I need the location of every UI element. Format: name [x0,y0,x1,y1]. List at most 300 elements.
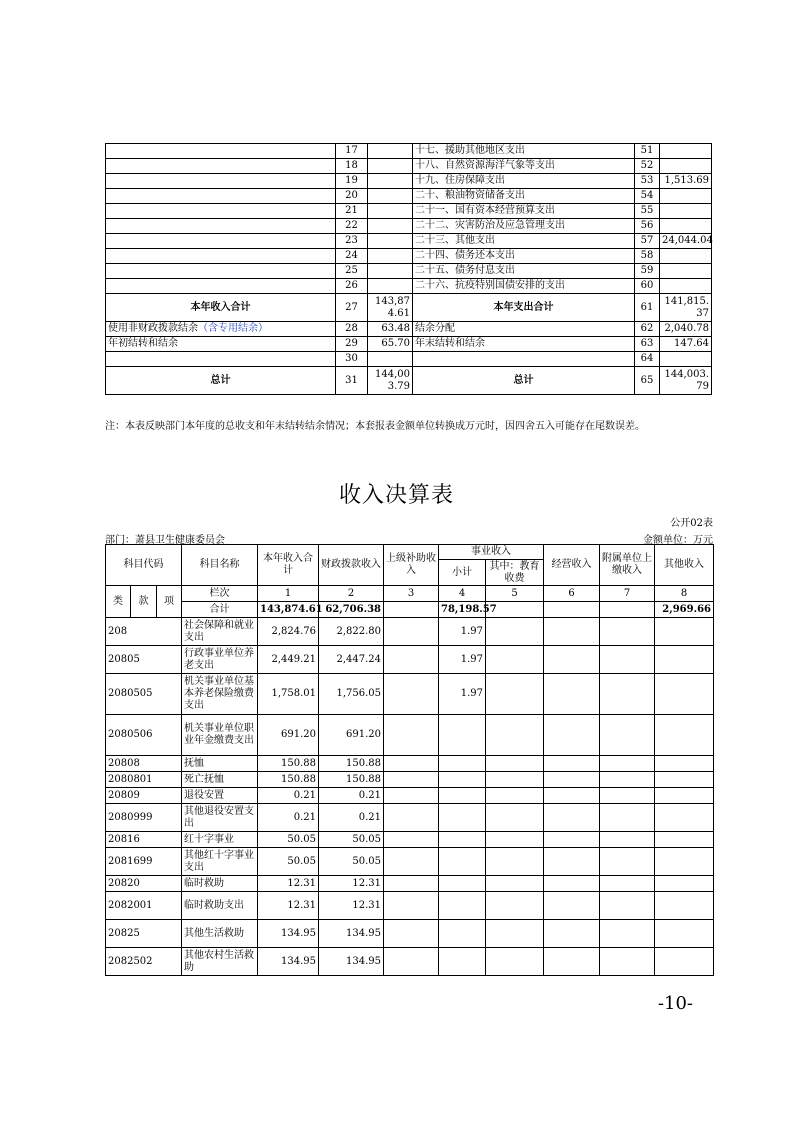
empty-cell [655,715,714,756]
end-label: 年末结转和结余 [413,337,635,352]
empty-cell [655,804,714,832]
empty-cell [384,646,439,674]
empty-cell [600,892,655,920]
begin-no: 29 [336,337,368,352]
summary-cell-left-val [368,264,413,279]
row-total: 12.31 [258,876,319,892]
empty-cell [384,892,439,920]
row-name: 其他生活救助 [182,920,258,948]
summary-cell-right-val [660,204,712,219]
empty-cell [544,876,600,892]
summary-row [106,249,712,264]
row-fiscal: 134.95 [319,948,384,976]
summary-cell-left-val [368,204,413,219]
total-label: 合计 [182,602,258,618]
row-name: 其他农村生活救助 [182,948,258,976]
row-fiscal: 150.88 [319,772,384,788]
summary-cell-right-label: 十九、住房保障支出 [413,174,635,189]
row-code: 2080801 [106,772,182,788]
summary-cell-left-val [368,234,413,249]
empty-cell [384,674,439,715]
row-name: 临时救助支出 [182,892,258,920]
summary-cell-left-no: 18 [336,159,368,174]
row-subtotal [439,804,486,832]
summary-cell-left-no: 22 [336,219,368,234]
empty-cell [544,920,600,948]
row-fiscal: 12.31 [319,892,384,920]
row-total: 150.88 [258,756,319,772]
row-subtotal [439,772,486,788]
row-subtotal [439,756,486,772]
summary-cell-left-label [106,189,336,204]
income-total-label: 本年收入合计 [106,294,336,322]
row-code: 20820 [106,876,182,892]
income-total-no: 27 [336,294,368,322]
summary-row [106,159,712,174]
row-total: 50.05 [258,832,319,848]
summary-cell-left-no: 17 [336,144,368,159]
row-fiscal: 0.21 [319,804,384,832]
summary-table-footer [106,294,712,395]
summary-cell-right-no: 60 [635,279,660,294]
header-kuan: 款 [131,586,157,618]
summary-cell-right-no: 56 [635,219,660,234]
empty-cell [600,772,655,788]
summary-cell-left-label [106,234,336,249]
summary-cell-left-val [368,189,413,204]
row-code: 20808 [106,756,182,772]
total-income: 143,874.61 [258,602,319,618]
summary-cell-right-val [660,264,712,279]
empty-cell [384,715,439,756]
table-row [106,772,714,788]
income-total-value: 143,874.61 [368,294,413,322]
row-name: 社会保障和就业支出 [182,618,258,646]
empty-cell [544,948,600,976]
summary-cell-left-no: 26 [336,279,368,294]
summary-cell-left-label [106,144,336,159]
row-fiscal: 1,756.05 [319,674,384,715]
row-total: 691.20 [258,715,319,756]
row-subtotal [439,876,486,892]
empty-cell [655,788,714,804]
grand-no-right: 65 [635,367,660,395]
grand-no-left: 31 [336,367,368,395]
nonfiscal-row [106,322,712,337]
empty-cell [600,756,655,772]
col-num-8: 8 [655,586,714,602]
row-code: 2082502 [106,948,182,976]
row-subtotal: 1.97 [439,674,486,715]
income-table-body [106,618,714,976]
row-subtotal [439,920,486,948]
empty-cell [655,920,714,948]
header-business: 经营收入 [544,545,600,586]
expense-total-no: 61 [635,294,660,322]
row-name: 临时救助 [182,876,258,892]
table-row [106,920,714,948]
row-fiscal: 50.05 [319,832,384,848]
end-no: 63 [635,337,660,352]
row-subtotal [439,832,486,848]
summary-cell-right-label: 二十六、抗疫特别国债安排的支出 [413,279,635,294]
table-row [106,876,714,892]
empty-cell [655,756,714,772]
empty-cell [486,772,544,788]
summary-cell-right-no: 51 [635,144,660,159]
table-row [106,788,714,804]
blank-no-left: 30 [336,352,368,367]
summary-cell-right-no: 55 [635,204,660,219]
table-row [106,646,714,674]
row-fiscal: 12.31 [319,876,384,892]
row-code: 2081699 [106,848,182,876]
total-subtotal: 78,198.57 [439,602,486,618]
empty-cell [486,848,544,876]
row-code: 20805 [106,646,182,674]
summary-row [106,204,712,219]
expense-total-label: 本年支出合计 [413,294,635,322]
empty-cell [486,756,544,772]
row-subtotal [439,948,486,976]
summary-cell-left-no: 21 [336,204,368,219]
empty-cell [486,646,544,674]
empty-cell [600,788,655,804]
summary-cell-right-no: 53 [635,174,660,189]
summary-cell-left-no: 25 [336,264,368,279]
department-label: 部门：萧县卫生健康委员会 [105,535,225,546]
summary-cell-right-label: 十七、援助其他地区支出 [413,144,635,159]
row-name: 其他红十字事业支出 [182,848,258,876]
header-lei: 类 [106,586,131,618]
empty-cell [544,715,600,756]
summary-cell-left-val [368,279,413,294]
table-row [106,832,714,848]
empty-cell [486,674,544,715]
row-code: 2080999 [106,804,182,832]
empty-cell [544,756,600,772]
table-note: 注：本表反映部门本年度的总收支和年末结转结余情况；本套报表金额单位转换成万元时，因四舍五入可能存在尾数误差。 [105,421,645,432]
summary-cell-right-label: 二十二、灾害防治及应急管理支出 [413,219,635,234]
summary-cell-left-no: 23 [336,234,368,249]
empty-cell [486,920,544,948]
surplus-no: 62 [635,322,660,337]
header-fiscal: 财政拨款收入 [319,545,384,586]
empty-cell [384,618,439,646]
grand-total-row [106,367,712,395]
income-statement-table [105,544,714,976]
header-name: 科目名称 [182,545,258,586]
row-code: 2080506 [106,715,182,756]
row-total: 2,449.21 [258,646,319,674]
blank-cell [660,352,712,367]
total-fiscal: 62,706.38 [319,602,384,618]
header-upper: 上级补助收入 [384,545,439,586]
summary-cell-right-val [660,189,712,204]
total-row [106,602,714,618]
empty-cell [655,772,714,788]
header-total: 本年收入合计 [258,545,319,586]
row-fiscal: 50.05 [319,848,384,876]
empty-cell [544,892,600,920]
summary-cell-left-label [106,204,336,219]
row-subtotal: 1.97 [439,646,486,674]
header-career: 事业收入 [439,545,544,560]
summary-row [106,174,712,189]
empty-cell [655,646,714,674]
row-subtotal: 1.97 [439,618,486,646]
page-number: -10- [657,993,693,1014]
summary-cell-right-label: 二十、粮油物资储备支出 [413,189,635,204]
col-num-6: 6 [544,586,600,602]
grand-value-left: 144,003.79 [368,367,413,395]
blank-cell [368,352,413,367]
summary-cell-left-label [106,264,336,279]
begin-label: 年初结转和结余 [106,337,336,352]
nonfiscal-paren-label: （含专用结余） [198,323,268,334]
col-num-4: 4 [439,586,486,602]
empty-cell [544,832,600,848]
empty-cell [486,892,544,920]
summary-cell-right-no: 59 [635,264,660,279]
header-row-1 [106,545,714,560]
grand-total-label-right: 总计 [413,367,635,395]
empty-cell [544,848,600,876]
header-edu: 其中：教育收费 [486,560,544,586]
empty-cell [486,788,544,804]
header-row-3 [106,586,714,602]
row-name: 退役安置 [182,788,258,804]
row-total: 134.95 [258,948,319,976]
empty-cell [486,715,544,756]
empty-cell [544,646,600,674]
empty-cell [544,788,600,804]
blank-row [106,352,712,367]
summary-cell-left-no: 24 [336,249,368,264]
row-fiscal: 2,822.80 [319,618,384,646]
empty-cell [544,674,600,715]
summary-cell-right-no: 58 [635,249,660,264]
empty-cell [544,804,600,832]
total-upper [384,602,439,618]
summary-cell-left-label [106,174,336,189]
row-name: 红十字事业 [182,832,258,848]
empty-cell [544,618,600,646]
summary-cell-right-no: 54 [635,189,660,204]
summary-cell-right-val [660,279,712,294]
summary-row [106,279,712,294]
total-affiliated [600,602,655,618]
table-row [106,756,714,772]
income-table-head [106,545,714,618]
header-code: 科目代码 [106,545,182,586]
nonfiscal-label: 使用非财政拨款结余 [108,323,198,334]
table-row [106,892,714,920]
row-subtotal [439,892,486,920]
nonfiscal-value: 63.48 [368,322,413,337]
empty-cell [655,876,714,892]
row-subtotal [439,715,486,756]
row-code: 20809 [106,788,182,804]
empty-cell [384,772,439,788]
blank-no-right: 64 [635,352,660,367]
empty-cell [486,618,544,646]
row-name: 死亡抚恤 [182,772,258,788]
summary-cell-right-val [660,144,712,159]
begin-value: 65.70 [368,337,413,352]
blank-cell [106,352,336,367]
summary-cell-left-no: 19 [336,174,368,189]
row-name: 抚恤 [182,756,258,772]
expense-total-value: 141,815.37 [660,294,712,322]
summary-row [106,144,712,159]
summary-cell-left-val [368,159,413,174]
summary-cell-left-label [106,159,336,174]
summary-row [106,264,712,279]
empty-cell [600,674,655,715]
col-num-1: 1 [258,586,319,602]
annual-total-row [106,294,712,322]
col-num-2: 2 [319,586,384,602]
row-total: 0.21 [258,804,319,832]
summary-cell-right-label: 二十五、债务付息支出 [413,264,635,279]
summary-cell-left-val [368,144,413,159]
summary-cell-right-val: 1,513.69 [660,174,712,189]
summary-cell-right-val [660,219,712,234]
empty-cell [384,756,439,772]
income-expense-summary-table [105,143,712,395]
summary-row [106,234,712,249]
nonfiscal-no: 28 [336,322,368,337]
empty-cell [486,804,544,832]
empty-cell [655,618,714,646]
row-total: 150.88 [258,772,319,788]
row-code: 20825 [106,920,182,948]
row-total: 2,824.76 [258,618,319,646]
row-total: 12.31 [258,892,319,920]
header-col-label: 栏次 [182,586,258,602]
table-row [106,948,714,976]
row-name: 机关事业单位职业年金缴费支出 [182,715,258,756]
row-name: 其他退役安置支出 [182,804,258,832]
empty-cell [600,715,655,756]
total-business [544,602,600,618]
summary-cell-right-val [660,159,712,174]
carryover-row [106,337,712,352]
header-other: 其他收入 [655,545,714,586]
summary-table-body [106,144,712,294]
summary-cell-left-val [368,219,413,234]
col-num-7: 7 [600,586,655,602]
grand-total-label-left: 总计 [106,367,336,395]
empty-cell [655,848,714,876]
empty-cell [655,674,714,715]
row-fiscal: 0.21 [319,788,384,804]
summary-cell-left-val [368,174,413,189]
summary-row [106,189,712,204]
table-row [106,715,714,756]
empty-cell [655,832,714,848]
row-code: 208 [106,618,182,646]
grand-value-right: 144,003.79 [660,367,712,395]
empty-cell [655,948,714,976]
empty-cell [384,804,439,832]
summary-cell-left-label [106,249,336,264]
empty-cell [600,618,655,646]
blank-cell [413,352,635,367]
col-num-5: 5 [486,586,544,602]
header-subtotal: 小计 [439,560,486,586]
empty-cell [486,948,544,976]
summary-cell-right-label: 十八、自然资源海洋气象等支出 [413,159,635,174]
table-row [106,804,714,832]
empty-cell [600,848,655,876]
summary-cell-left-label [106,279,336,294]
summary-cell-left-no: 20 [336,189,368,204]
empty-cell [600,832,655,848]
row-fiscal: 134.95 [319,920,384,948]
empty-cell [384,948,439,976]
table-row [106,674,714,715]
row-total: 50.05 [258,848,319,876]
table-row [106,618,714,646]
empty-cell [544,772,600,788]
empty-cell [384,920,439,948]
empty-cell [486,876,544,892]
col-num-3: 3 [384,586,439,602]
row-fiscal: 691.20 [319,715,384,756]
row-name: 机关事业单位基本养老保险缴费支出 [182,674,258,715]
row-code: 2080505 [106,674,182,715]
row-code: 20816 [106,832,182,848]
row-total: 1,758.01 [258,674,319,715]
empty-cell [600,646,655,674]
summary-cell-right-label: 二十一、国有资本经营预算支出 [413,204,635,219]
empty-cell [600,948,655,976]
empty-cell [384,788,439,804]
summary-cell-right-val: 24,044.04 [660,234,712,249]
unit-label: 金额单位：万元 [643,535,713,546]
row-fiscal: 2,447.24 [319,646,384,674]
summary-cell-left-val [368,249,413,264]
empty-cell [384,832,439,848]
empty-cell [600,920,655,948]
empty-cell [600,804,655,832]
empty-cell [486,832,544,848]
row-subtotal [439,848,486,876]
end-value: 147.64 [660,337,712,352]
row-total: 0.21 [258,788,319,804]
nonfiscal-label-cell [106,322,336,337]
empty-cell [384,848,439,876]
row-subtotal [439,788,486,804]
page-title: 收入决算表 [338,483,454,508]
row-fiscal: 150.88 [319,756,384,772]
summary-cell-right-no: 52 [635,159,660,174]
total-other: 2,969.66 [655,602,714,618]
empty-cell [600,876,655,892]
header-xiang: 项 [157,586,182,618]
summary-cell-right-label: 二十四、债务还本支出 [413,249,635,264]
surplus-label: 结余分配 [413,322,635,337]
row-name: 行政事业单位养老支出 [182,646,258,674]
summary-cell-right-no: 57 [635,234,660,249]
summary-cell-left-label [106,219,336,234]
surplus-value: 2,040.78 [660,322,712,337]
summary-cell-right-val [660,249,712,264]
row-total: 134.95 [258,920,319,948]
empty-cell [655,892,714,920]
